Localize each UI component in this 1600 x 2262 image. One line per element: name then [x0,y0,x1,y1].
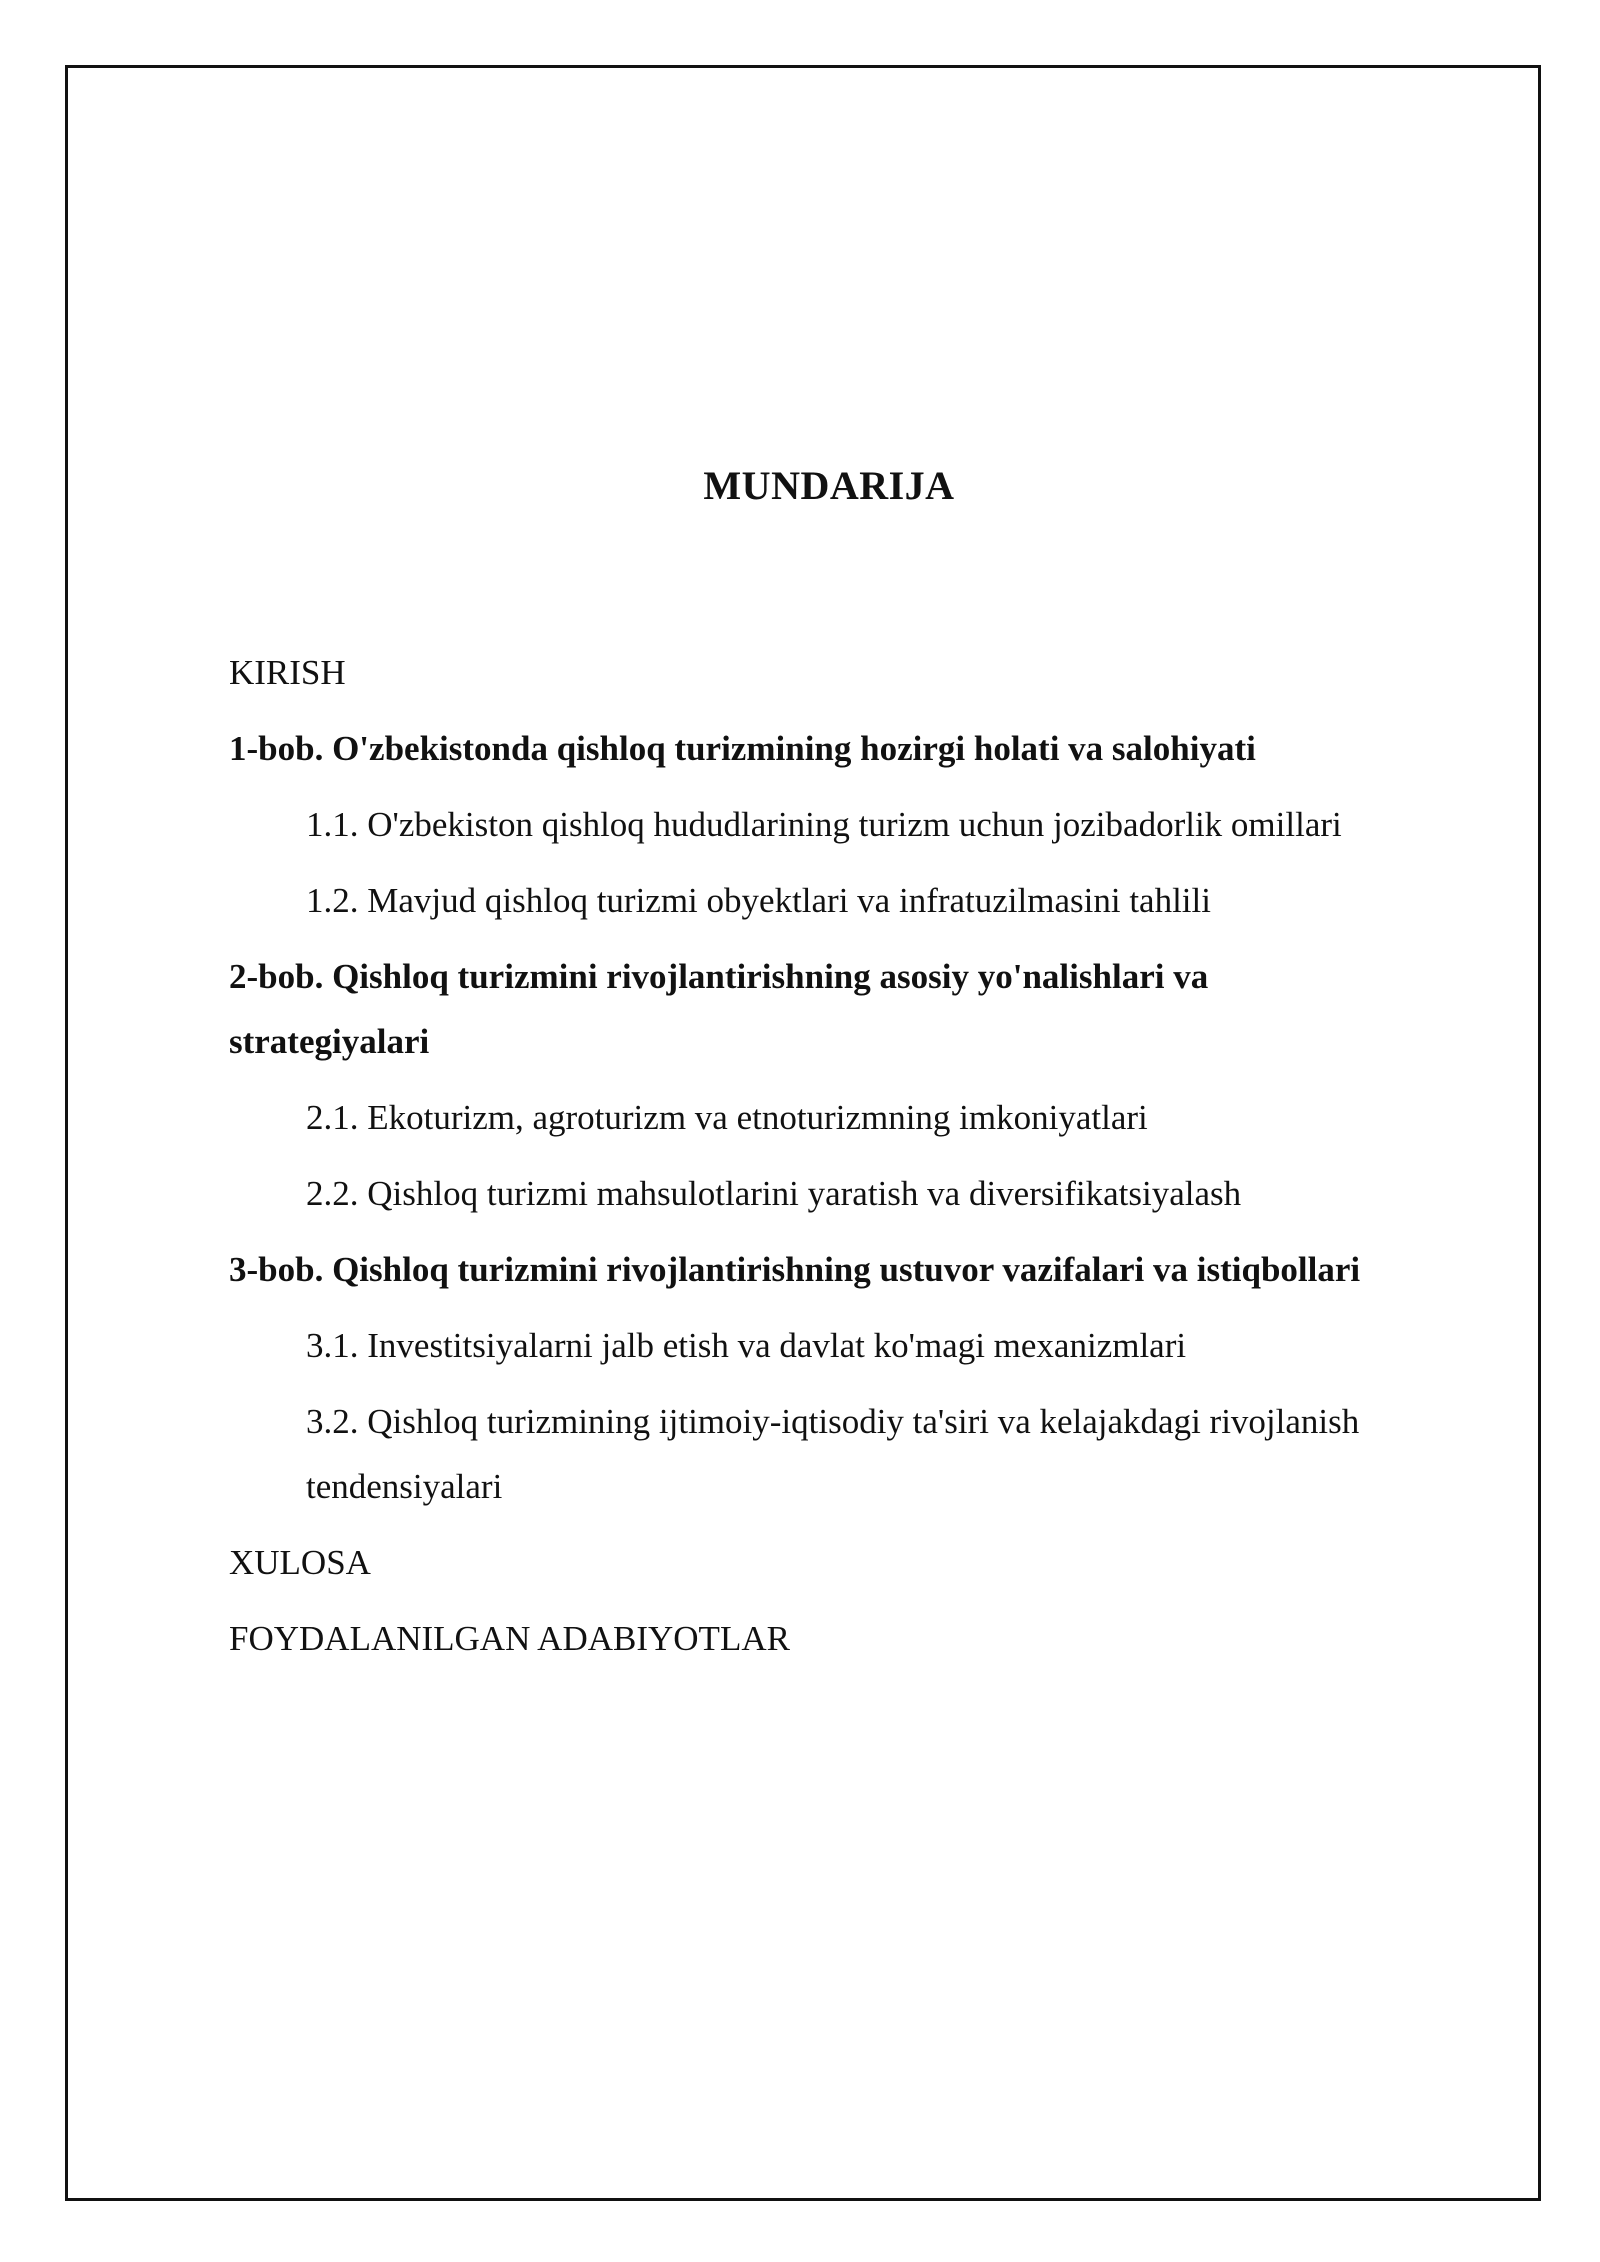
toc-chapter-2[interactable]: 2-bob. Qishloq turizmini rivojlantirishning asosiy yo'nalishlari va strategiyalari [229,957,1209,1061]
toc-item-intro[interactable]: KIRISH [229,653,346,692]
toc-section-3-1[interactable]: 3.1. Investitsiyalarni jalb etish va davlat ko'magi mexanizmlari [306,1326,1187,1365]
toc-chapter-3[interactable]: 3-bob. Qishloq turizmini rivojlantirishning ustuvor vazifalari va istiqbollari [229,1250,1361,1289]
page-title: MUNDARIJA [703,463,955,508]
toc-section-1-1[interactable]: 1.1. O'zbekiston qishloq hududlarining turizm uchun jozibadorlik omillari [306,805,1342,844]
toc-item-conclusion[interactable]: XULOSA [229,1543,371,1582]
table-of-contents [229,640,1469,1682]
toc-section-1-2[interactable]: 1.2. Mavjud qishloq turizmi obyektlari va infratuzilmasini tahlili [306,881,1211,920]
toc-section-3-2[interactable]: 3.2. Qishloq turizmining ijtimoiy-iqtisodiy ta'siri va kelajakdagi rivojlanish tendensiyalari [306,1402,1360,1506]
toc-chapter-1[interactable]: 1-bob. O'zbekistonda qishloq turizmining hozirgi holati va salohiyati [229,729,1256,768]
toc-section-2-2[interactable]: 2.2. Qishloq turizmi mahsulotlarini yaratish va diversifikatsiyalash [306,1174,1242,1213]
toc-item-references[interactable]: FOYDALANILGAN ADABIYOTLAR [229,1619,790,1658]
toc-section-2-1[interactable]: 2.1. Ekoturizm, agroturizm va etnoturizmning imkoniyatlari [306,1098,1148,1137]
